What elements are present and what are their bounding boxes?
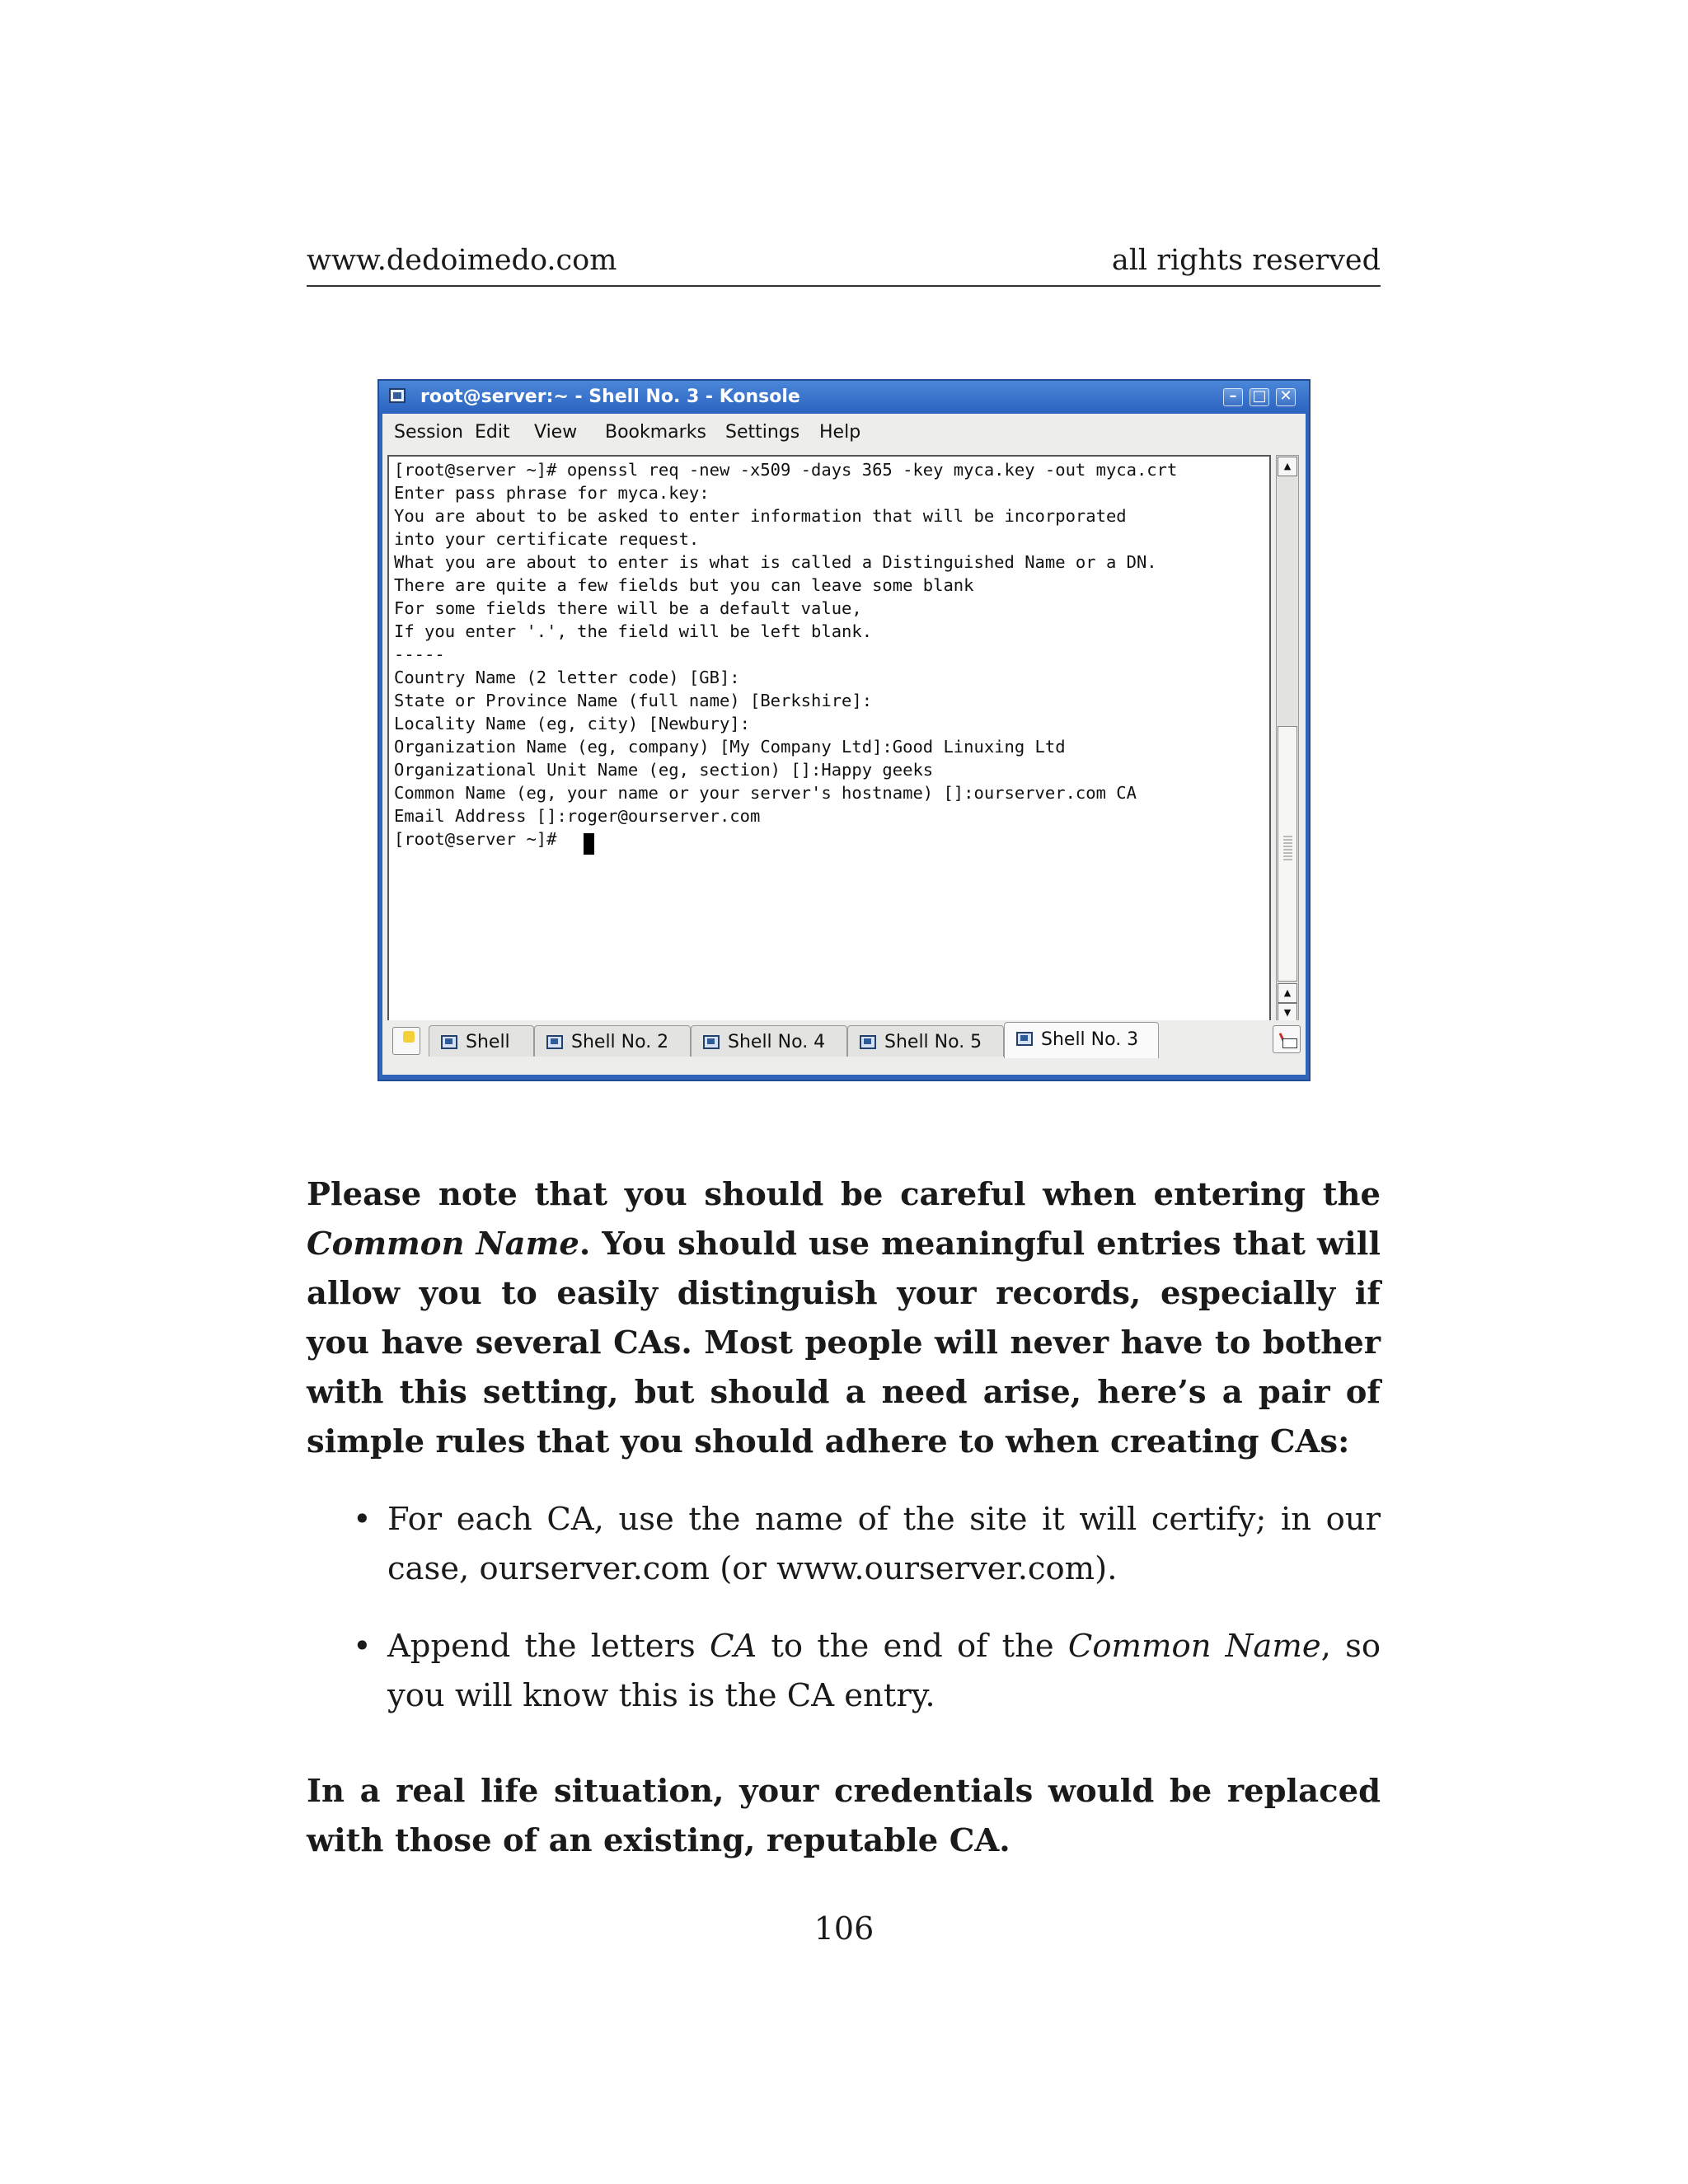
- terminal-prompt: [root@server ~]#: [394, 829, 567, 849]
- terminal-output[interactable]: [387, 455, 1271, 1024]
- new-tab-button[interactable]: [392, 1027, 420, 1055]
- terminal-line: You are about to be asked to enter information that will be incorporated: [394, 506, 1127, 526]
- tab-shell[interactable]: [429, 1025, 534, 1057]
- terminal-icon: [1016, 1032, 1033, 1046]
- tab-label: Shell: [466, 1032, 510, 1052]
- terminal-icon: [389, 388, 406, 403]
- text-run: . You should use meaningful entries that will allow you to easily distinguish your records, especially if you have several CAs. Most people will never have to bother with this setting, but should a need arise, here’s a pair of simple rules that you should adhere to when creating CAs:: [307, 1226, 1381, 1460]
- terminal-line: into your certificate request.: [394, 529, 700, 549]
- text-run: , so you will know this is the CA entry.: [387, 1628, 1381, 1714]
- emphasis-ca: CA: [709, 1628, 757, 1665]
- scroll-up-arrow-icon[interactable]: ▲: [1278, 983, 1297, 1003]
- paragraph-real-life: In a real life situation, your credentials would be replaced with those of an existing, reputable CA.: [307, 1773, 1381, 1859]
- terminal-line: For some fields there will be a default value,: [394, 598, 862, 618]
- menu-edit[interactable]: Edit: [475, 422, 510, 443]
- text-run: Append the letters: [387, 1628, 710, 1665]
- tab-shell-no-4[interactable]: [691, 1025, 847, 1057]
- emphasis-common-name: Common Name: [1067, 1628, 1321, 1665]
- terminal-line: Organizational Unit Name (eg, section) []:Happy geeks: [394, 760, 934, 780]
- maximize-button[interactable]: □: [1250, 388, 1269, 406]
- terminal-icon: [546, 1035, 563, 1049]
- terminal-icon: [703, 1035, 720, 1049]
- bullet-icon: •: [353, 1501, 372, 1538]
- terminal-line: Country Name (2 letter code) [GB]:: [394, 668, 740, 687]
- terminal-line: [root@server ~]# openssl req -new -x509 -days 365 -key myca.key -out myca.crt: [394, 460, 1178, 480]
- window-title: root@server:~ - Shell No. 3 - Konsole: [420, 387, 800, 407]
- close-tab-button[interactable]: [1273, 1025, 1301, 1053]
- header-site: www.dedoimedo.com: [307, 244, 617, 277]
- tab-label: Shell No. 4: [728, 1032, 826, 1052]
- list-item-text: [387, 1622, 1381, 1721]
- terminal-icon: [441, 1035, 457, 1049]
- terminal-line: What you are about to enter is what is called a Distinguished Name or a DN.: [394, 552, 1157, 572]
- terminal-scrollbar[interactable]: [1276, 455, 1299, 1024]
- page-header: [307, 244, 1381, 287]
- menu-bookmarks[interactable]: Bookmarks: [605, 422, 706, 443]
- window-titlebar: [379, 381, 1309, 414]
- minimize-button[interactable]: –: [1223, 388, 1243, 406]
- terminal-line: Common Name (eg, your name or your server's hostname) []:ourserver.com CA: [394, 783, 1137, 803]
- terminal-icon: [860, 1035, 876, 1049]
- menu-help[interactable]: Help: [819, 422, 861, 443]
- tab-shell-no-5[interactable]: [847, 1025, 1004, 1057]
- terminal-line: Enter pass phrase for myca.key:: [394, 483, 710, 503]
- page-number: 106: [814, 1910, 874, 1947]
- close-button[interactable]: ✕: [1276, 388, 1296, 406]
- terminal-cursor: [584, 833, 594, 855]
- terminal-line: -----: [394, 644, 445, 664]
- menubar: [382, 414, 1306, 450]
- terminal-line: There are quite a few fields but you can leave some blank: [394, 575, 974, 595]
- list-item-text: For each CA, use the name of the site it will certify; in our case, ourserver.com (or www.ourserver.com).: [387, 1501, 1381, 1587]
- text-run: to the end of the: [757, 1628, 1068, 1665]
- terminal-line: Organization Name (eg, company) [My Company Ltd]:Good Linuxing Ltd: [394, 737, 1066, 757]
- paragraph-common-name: [307, 1170, 1381, 1467]
- terminal-line: State or Province Name (full name) [Berkshire]:: [394, 691, 873, 710]
- tab-shell-no-3[interactable]: [1004, 1022, 1159, 1058]
- bullet-icon: •: [353, 1628, 372, 1665]
- scrollbar-grip-icon: [1283, 836, 1292, 862]
- terminal-line: Locality Name (eg, city) [Newbury]:: [394, 714, 750, 733]
- scrollbar-thumb[interactable]: [1278, 726, 1297, 982]
- menu-settings[interactable]: Settings: [725, 422, 800, 443]
- tab-label: Shell No. 3: [1041, 1029, 1139, 1050]
- menu-view[interactable]: View: [534, 422, 578, 443]
- header-rights: all rights reserved: [1111, 244, 1381, 277]
- terminal-area: [382, 450, 1306, 1020]
- tab-label: Shell No. 5: [884, 1032, 982, 1052]
- tab-shell-no-2[interactable]: [534, 1025, 691, 1057]
- menu-session[interactable]: Session: [394, 422, 463, 443]
- tab-label: Shell No. 2: [571, 1032, 669, 1052]
- emphasis-common-name: Common Name: [307, 1226, 579, 1263]
- tab-bar: [382, 1020, 1306, 1075]
- terminal-line: If you enter '.', the field will be left blank.: [394, 621, 873, 641]
- scroll-down-arrow-icon[interactable]: ▼: [1278, 1003, 1297, 1023]
- new-tab-icon: [403, 1031, 415, 1043]
- scroll-up-arrow-icon[interactable]: ▲: [1278, 457, 1297, 476]
- terminal-line: Email Address []:roger@ourserver.com: [394, 806, 761, 826]
- text-run: Please note that you should be careful when entering the: [307, 1176, 1381, 1213]
- konsole-window: [377, 379, 1311, 1081]
